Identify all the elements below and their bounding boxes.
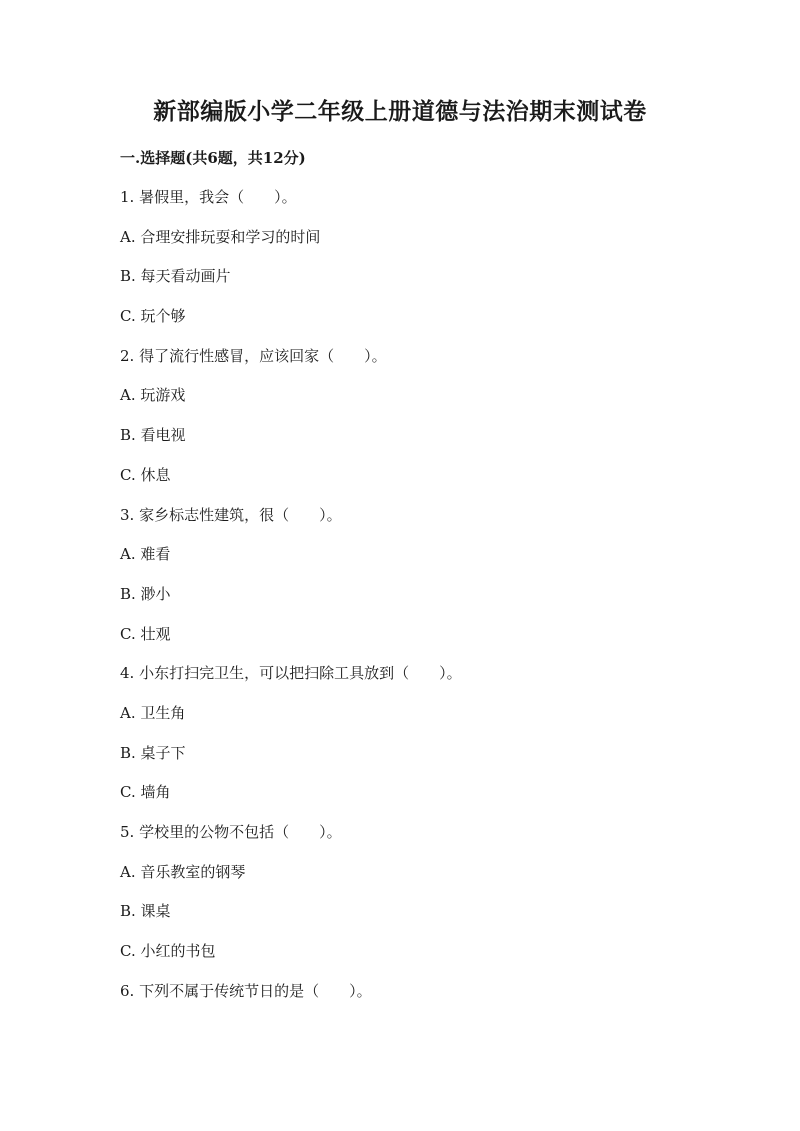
question-stem: 3. 家乡标志性建筑，很（ ）。: [120, 505, 342, 524]
answer-option: C. 墙角: [120, 783, 171, 802]
question-6: [120, 981, 720, 1021]
answer-option: A. 音乐教室的钢琴: [120, 862, 246, 881]
question-5: [120, 822, 720, 981]
section-heading: 一.选择题(共6题，共12分): [120, 149, 306, 167]
answer-option: C. 小红的书包: [120, 942, 216, 961]
question-list: [120, 187, 720, 1020]
question-stem: 4. 小东打扫完卫生，可以把扫除工具放到（ ）。: [120, 664, 462, 683]
page-title: 新部编版小学二年级上册道德与法治期末测试卷: [153, 98, 647, 125]
answer-option: B. 看电视: [120, 426, 186, 445]
answer-option: A. 合理安排玩耍和学习的时间: [120, 227, 321, 246]
answer-option: C. 休息: [120, 465, 171, 484]
question-2: [120, 346, 720, 505]
answer-option: B. 桌子下: [120, 743, 186, 762]
answer-option: C. 玩个够: [120, 307, 186, 326]
answer-option: C. 壮观: [120, 624, 171, 643]
answer-option: A. 卫生角: [120, 703, 186, 722]
question-stem: 6. 下列不属于传统节日的是（ ）。: [120, 981, 372, 1000]
answer-option: A. 玩游戏: [120, 386, 186, 405]
question-stem: 2. 得了流行性感冒，应该回家（ ）。: [120, 346, 387, 365]
answer-option: A. 难看: [120, 545, 171, 564]
question-stem: 1. 暑假里，我会（ ）。: [120, 188, 297, 206]
question-4: [120, 663, 720, 822]
answer-option: B. 每天看动画片: [120, 267, 231, 286]
question-3: [120, 505, 720, 664]
question-1: [120, 187, 720, 346]
question-stem: 5. 学校里的公物不包括（ ）。: [120, 823, 342, 841]
answer-option: B. 课桌: [120, 902, 171, 921]
answer-option: B. 渺小: [120, 584, 171, 603]
